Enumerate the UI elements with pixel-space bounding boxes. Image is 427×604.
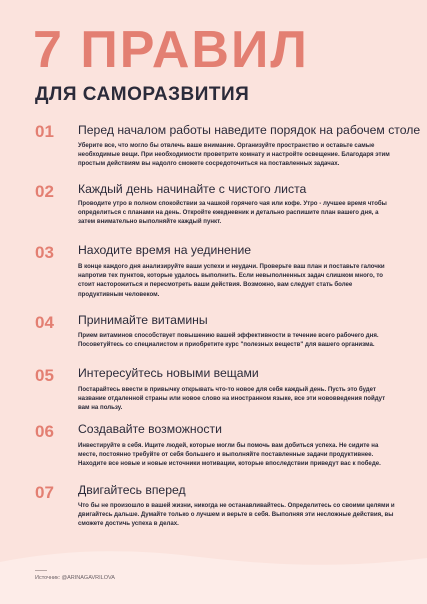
rule-number: 05 (35, 366, 54, 385)
rule-number: 06 (35, 422, 54, 441)
rule-number: 04 (35, 313, 54, 332)
rule-heading: Принимайте витамины (78, 313, 208, 327)
rule-number: 01 (35, 122, 54, 141)
source-divider (35, 570, 47, 571)
rule-heading: Перед началом работы наведите порядок на рабочем столе (78, 123, 421, 137)
rule-heading: Создавайте возможности (78, 422, 222, 436)
rule-number: 02 (35, 182, 54, 201)
rule-heading: Интересуйтесь новыми вещами (78, 366, 259, 380)
decorative-wave (0, 540, 427, 604)
rule-heading: Каждый день начинайте с чистого листа (78, 182, 307, 196)
rule-text: Что бы не произошло в вашей жизни, никогда не останавливайтесь. Определитесь со своими целями и двигайтесь дальше. Думайте только о лучшем и верьте в себя. Выполняя эти несложные действия, вы сможете достичь успеха в делах. (78, 502, 395, 528)
rule-text: В конце каждого дня анализируйте ваши успехи и неудачи. Проверьте ваш план и поставьте галочки напротив тех пунктов, которые удалось выполнить. Если невыполненных задач слишком много, то стоит насторожиться и пересмотреть ваши действия. Возможно, вам следует стать более продуктивным человеком. (78, 263, 385, 298)
rule-text: Постарайтесь ввести в привычку открывать что-то новое для себя каждый день. Пусть это будет название отдаленной страны или новое слово на иностранном языке, все эти нововведения пойдут вам на пользу. (78, 386, 386, 412)
rule-text: Уберите все, что могло бы отвлечь ваше внимание. Организуйте пространство и оставьте самые необходимые вещи. При необходимости проветрите комнату и настройте освещение. Благодаря этим простым действиям вы надолго сможете сосредоточиться на поставленных задачах. (78, 142, 390, 168)
rule-number: 03 (35, 243, 54, 262)
page-title: 7 ПРАВИЛ (33, 21, 309, 79)
rule-number: 07 (35, 483, 54, 502)
rule-text: Проводите утро в полном спокойствии за чашкой горячего чая или кофе. Утро - лучшее время чтобы определиться с планами на день. Откройте ежедневник и детально распишите план вашего дня, а затем внимательно выполняйте каждый пункт. (78, 200, 387, 226)
rule-text: Инвестируйте в себя. Ищите людей, которые могли бы помочь вам добиться успеха. Не сидите на месте, постоянно требуйте от себя большего и выполняйте поставленные задачи продуктивнее. Находите все новые и новые источники мотивации, которые впоследствии приведут вас к победе. (78, 442, 381, 468)
rule-heading: Находите время на уединение (78, 243, 252, 257)
rule-text: Прием витаминов способствует повышению вашей эффективности в течение всего рабочего дня. Посоветуйтесь со специалистом и приобретите курс "полезных веществ" для вашего организма. (78, 332, 379, 349)
rule-heading: Двигайтесь вперед (78, 483, 186, 497)
page-subtitle: ДЛЯ САМОРАЗВИТИЯ (35, 84, 250, 105)
source-credit: Источник: @ARINAGAVRILOVA (35, 575, 115, 581)
